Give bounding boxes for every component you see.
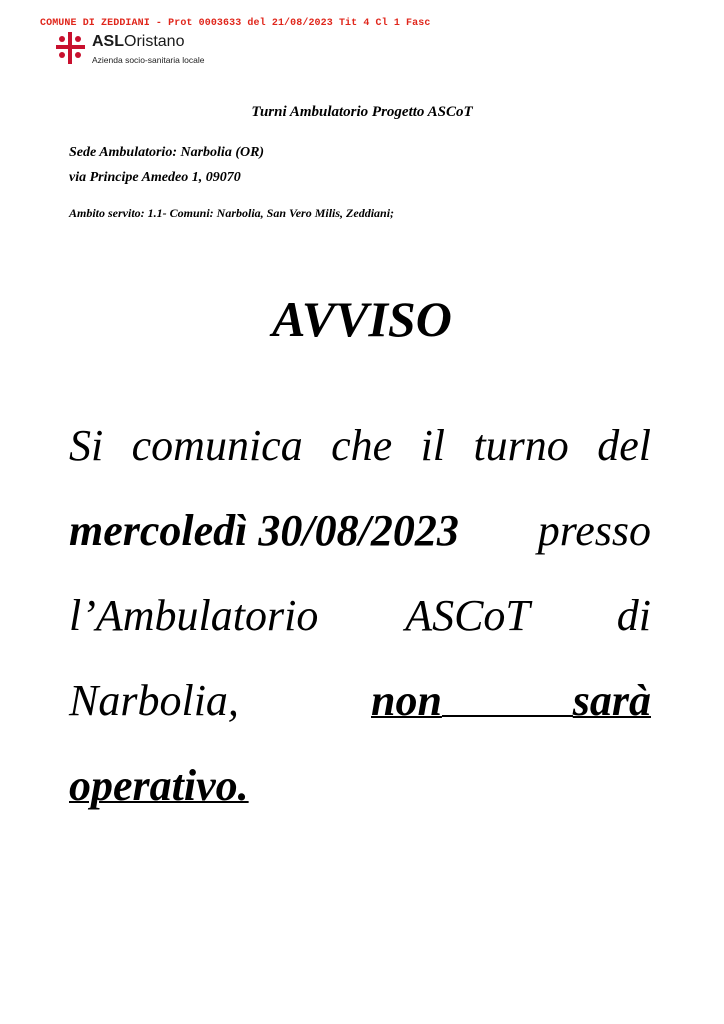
asl-logo [54, 32, 234, 68]
word-sara: sarà [572, 676, 651, 725]
notice-line-1 [69, 420, 651, 471]
document-title: Turni Ambulatorio Progetto ASCoT [251, 104, 473, 120]
word: ASCoT [405, 591, 530, 640]
underline-gap [442, 715, 573, 717]
notice-heading: AVVISO [272, 291, 452, 347]
notice-line-5 [69, 760, 651, 811]
word: comunica [131, 421, 303, 470]
word: turno [473, 421, 569, 470]
word: il [420, 421, 446, 470]
word: l’Ambulatorio [69, 591, 319, 640]
word: Narbolia, [69, 676, 239, 725]
word-non: non [371, 676, 442, 725]
ambito-servito: Ambito servito: 1.1- Comuni: Narbolia, San Vero Milis, Zeddiani; [69, 206, 395, 220]
word: del [597, 421, 651, 470]
logo-name [92, 33, 184, 51]
protocol-stamp: COMUNE DI ZEDDIANI - Prot 0003633 del 21/08/2023 Tit 4 Cl 1 Fasc [40, 18, 431, 29]
word: che [331, 421, 393, 470]
logo-subtitle: Azienda socio-sanitaria locale [92, 55, 205, 65]
word: presso [537, 506, 651, 555]
address: via Principe Amedeo 1, 09070 [69, 170, 241, 185]
word-operativo: operativo. [69, 761, 249, 810]
notice-date: mercoledì 30/08/2023 [69, 506, 459, 555]
not-operative-phrase [371, 675, 651, 726]
notice-line-2 [69, 505, 651, 556]
logo-name-bold: ASL [92, 33, 124, 50]
notice-line-4 [69, 675, 651, 726]
asl-cross-icon [54, 32, 88, 66]
word: di [616, 591, 651, 640]
logo-name-rest: Oristano [124, 33, 185, 50]
notice-line-3 [69, 590, 651, 641]
word: Si [69, 421, 104, 470]
sede-ambulatorio: Sede Ambulatorio: Narbolia (OR) [69, 145, 265, 160]
